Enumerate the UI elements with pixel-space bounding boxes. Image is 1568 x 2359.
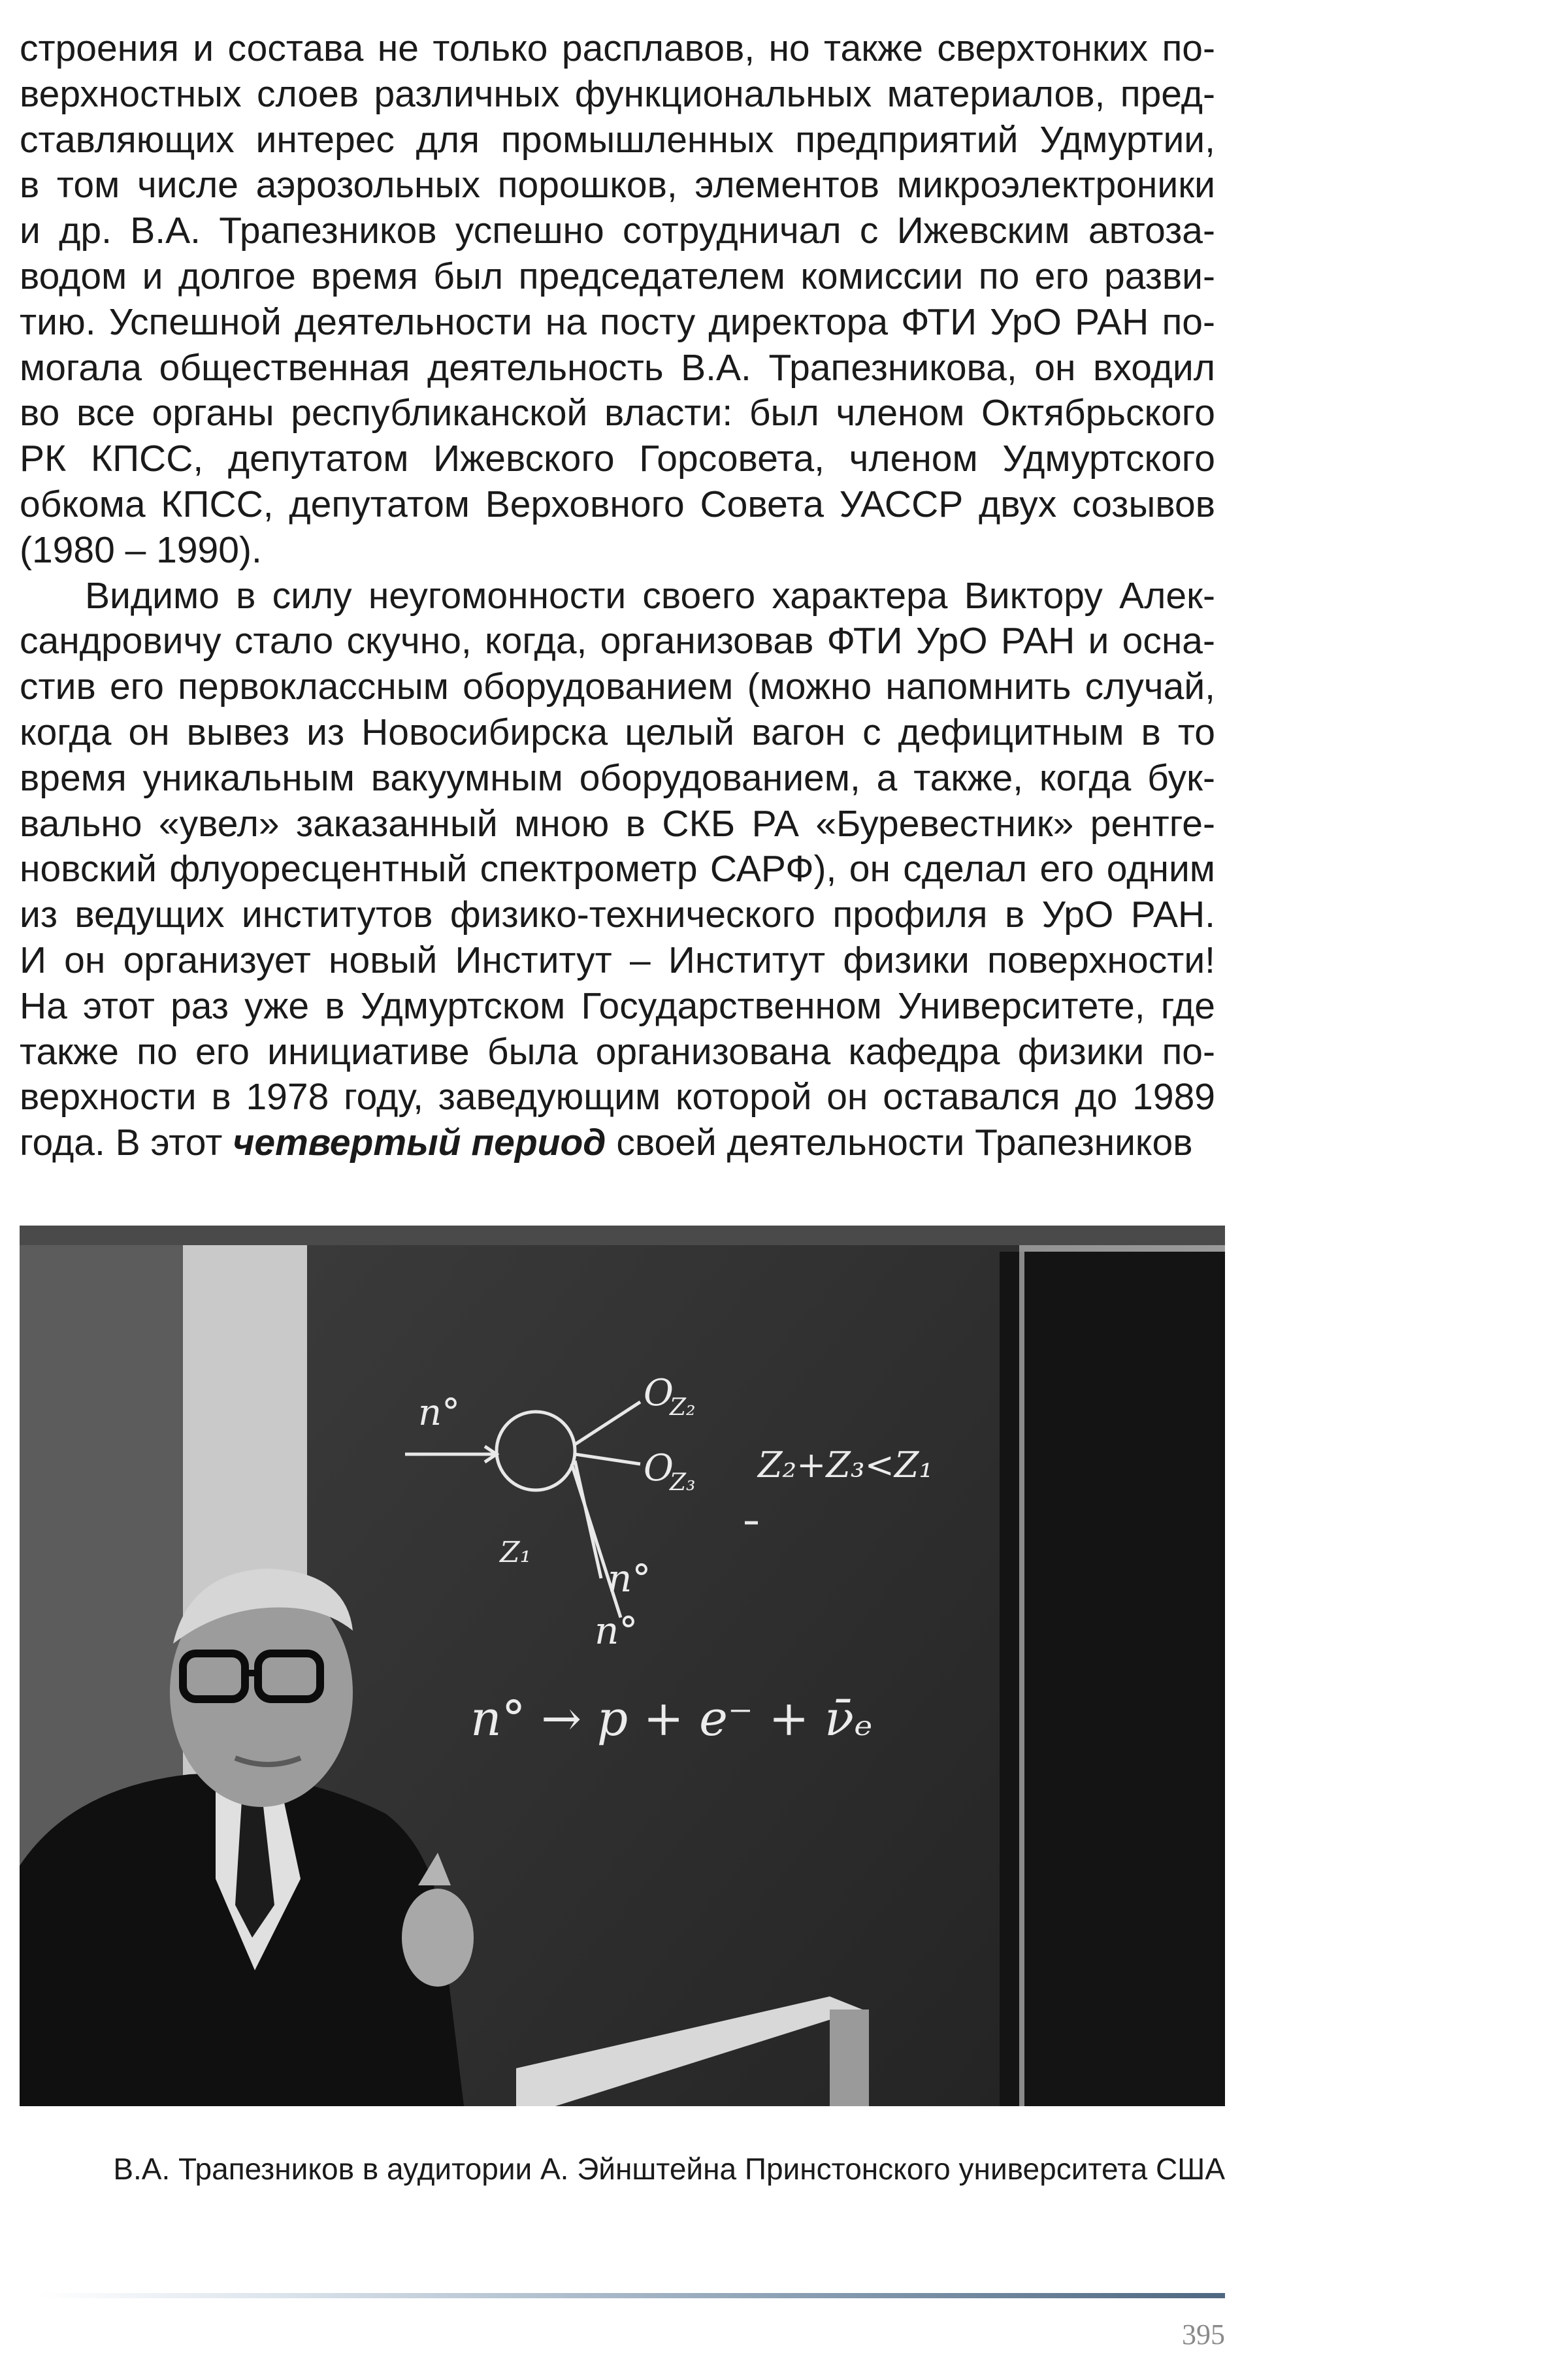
text-line: время уникальным вакуумным оборудованием, а также, когда бук- [20,757,1215,799]
text-line: верхности в 1978 году, заведующим которой он оставался до 1989 [20,1076,1215,1118]
board-n0-mid: n° [608,1556,651,1601]
footer-rule [39,2293,1225,2298]
board-o-z2-sub: Z₂ [670,1394,696,1421]
text-line: (1980 – 1990). [20,529,262,571]
photo-illustration [20,1226,1225,2106]
board-n0-low: n° [595,1608,638,1653]
text-line: и др. В.А. Трапезников успешно сотрудничал с Ижевским автоза- [20,210,1215,252]
text-line: строения и состава не только расплавов, но также сверхтонких по- [20,27,1215,69]
text-line: из ведущих институтов физико-технического профиля в УрО РАН. [20,894,1215,936]
text-line: сандровичу стало скучно, когда, организовав ФТИ УрО РАН и осна- [20,620,1215,662]
paragraph-2-last-line: года. В этот четвертый период своей деятельности Трапезников [20,1122,1193,1164]
board-reaction: n° → p + e⁻ + ν̄ₑ [470,1691,873,1747]
board-z1: Z₁ [500,1536,532,1569]
text-line: верхностных слоев различных функциональных материалов, пред- [20,73,1215,115]
page-number: 395 [1182,2318,1225,2351]
board-inequality: Z₂+Z₃<Z₁ [758,1444,933,1486]
emphasis-fourth-period: четвертый период [233,1122,606,1164]
board-right-panel [1000,1252,1225,2106]
text-line: тию. Успешной деятельности на посту директора ФТИ УрО РАН по- [20,301,1215,343]
text-line: вально «увел» заказанный мною в СКБ РА «Буревестник» рентге- [20,802,1215,845]
photo-caption: В.А. Трапезников в аудитории А. Эйнштейна Принстонского университета США [113,2152,1225,2186]
board-o-z3: O [644,1447,674,1489]
text-line: могала общественная деятельность В.А. Трапезникова, он входил [20,346,1215,389]
photo-lecture-blackboard [20,1226,1225,2106]
text-line: стив его первоклассным оборудованием (можно напомнить случай, [20,666,1215,708]
text-line: На этот раз уже в Удмуртском Государственном Университете, где [20,984,1215,1027]
text-line: водом и долгое время был председателем комиссии по его разви- [20,255,1215,297]
text-line: в том числе аэрозольных порошков, элементов микроэлектроники [20,164,1215,206]
board-o-z3-sub: Z₃ [670,1469,696,1496]
text-line: во все органы республиканской власти: был членом Октябрьского [20,392,1215,434]
board-n0-left: n° [418,1391,461,1434]
lectern-side [830,2009,869,2106]
text-line: обкома КПСС, депутатом Верховного Совета УАССР двух созывов [20,483,1215,525]
text-line: РК КПСС, депутатом Ижевского Горсовета, членом Удмуртского [20,438,1215,480]
board-divider [1019,1252,1024,2106]
text-line: также по его инициативе была организована кафедра физики по- [20,1030,1215,1073]
paragraph-1 [20,26,1215,574]
ceiling-edge [20,1226,1225,1245]
body-text [20,26,1215,1166]
text-line: Видимо в силу неугомонности своего характера Виктору Алек- [85,574,1215,617]
lecturer-hand [402,1889,474,1987]
text-line: новский флуоресцентный спектрометр САРФ), он сделал его одним [20,848,1215,890]
text-line: И он организует новый Институт – Институт физики поверхности! [20,939,1215,981]
board-o-z2: O [644,1372,674,1414]
text-line: ставляющих интерес для промышленных предприятий Удмуртии, [20,118,1215,161]
text-line: когда он вывез из Новосибирска целый вагон с дефицитным в то [20,711,1215,753]
paragraph-2 [20,574,1215,1121]
